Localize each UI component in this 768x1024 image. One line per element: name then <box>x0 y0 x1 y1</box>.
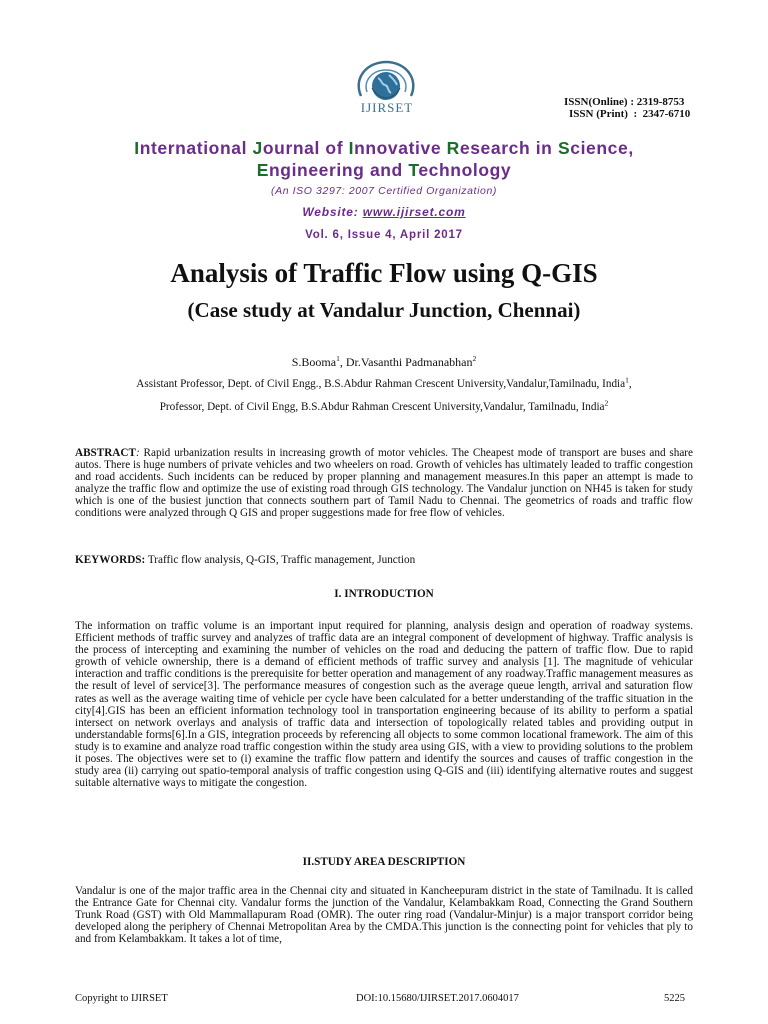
abstract <box>75 447 693 520</box>
affiliation-2-sup: 2 <box>604 398 609 408</box>
certification-note: (An ISO 3297: 2007 Certified Organization) <box>271 185 497 197</box>
issn-print: ISSN (Print) : 2347-6710 <box>569 108 691 120</box>
volume-issue: Vol. 6, Issue 4, April 2017 <box>305 229 463 241</box>
journal-name <box>75 137 693 181</box>
affiliation-1 <box>60 375 708 390</box>
website-link[interactable]: www.ijirset.com <box>362 205 466 219</box>
author-2: Dr.Vasanthi Padmanabhan <box>345 355 473 369</box>
introduction-paragraph: The information on traffic volume is an important input required for planning, analysis design and operation of roadway systems. Efficient methods of traffic survey and analyzes of traffic data are an integral component of development of highway. Traffic analysis is the process of intercepting and examining the number of vehicles on the road and deducing the pattern of traffic flow. Due to rapid growth of vehicle ownership, there is a demand of efficient methods of traffic survey and analysis [1]. The magnitude of vehicular interaction and traffic conditions is the prerequisite for better operation and management of any roadway.Traffic management measures as the result of level of service[3]. The performance measures of congestion such as the average queue length, arrival and saturation flow rates as well as the average waiting time of vehicle per cycle have been calculated for a better understanding of the traffic situation in the city[4].GIS has been an efficient information technology tool in transportation engineering because of its ability to perform a spatial intersect on network overlays and analysis of traffic data and intersection of topologically related tables and providing output in understandable forms[6].In a GIS, integration proceeds by referencing all objects to some common locational framework. The aim of this study is to examine and analyze road traffic congestion within the study area using GIS, with a view to providing solutions to the problem it poses. The objectives were set to (i) examine the traffic flow pattern and identify the sources and causes of traffic congestion in the study area (ii) carrying out spatio-temporal analysis of traffic congestion using Q-GIS and (iii) identifying alternative routes and suggest suitable alternative ways to mitigate the congestion. <box>75 620 693 790</box>
website-line <box>75 205 693 219</box>
section-heading-introduction: I. INTRODUCTION <box>334 588 434 600</box>
section-heading-study-area: II.STUDY AREA DESCRIPTION <box>302 856 466 868</box>
journal-word: Innovative <box>348 138 442 158</box>
keywords <box>75 554 693 566</box>
journal-word: Journal <box>252 138 320 158</box>
issn-online: ISSN(Online) : 2319-8753 <box>564 96 685 108</box>
journal-name-line1 <box>75 137 693 159</box>
paper-subtitle: (Case study at Vandalur Junction, Chennai) <box>187 298 581 322</box>
author-2-sup: 2 <box>472 354 477 363</box>
abstract-text: Rapid urbanization results in increasing growth of motor vehicles. The Cheapest mode of transport are buses and share autos. There is huge numbers of private vehicles and two wheelers on road. Growth of vehicles has ultimately leaded to traffic congestion and road accidents. Such incidents can be reduced by proper planning and management measures.In this paper an attempt is made to analyze the traffic flow and optimize the use of existing road through GIS technology. The Vandalur junction on NH45 is taken for study which is one of the busiest junction that connects southern part of Tamil Nadu to Chennai. The geometrics of roads and traffic flow conditions were analyzed through Q GIS and proper suggestions made for free flow of vehicles. <box>75 447 693 520</box>
affiliation-2 <box>60 398 708 413</box>
author-line <box>60 355 708 370</box>
journal-word: of <box>325 138 344 158</box>
journal-word: in <box>535 138 553 158</box>
journal-word: Technology <box>408 160 512 180</box>
study-area-paragraph: Vandalur is one of the major traffic area in the Chennai city and situated in Kancheepuram district in the state of Tamilnadu. It is called the Entrance Gate for Chennai city. Vandalur forms the junction of the Vandalur, Kelambakkam Road, Connecting the Grand Southern Trunk Road (GST) with Old Mammallapuram Road (OMR). The outer ring road (Vandalur-Minjur) is a major transport corridor being developed along the periphery of Chennai Metropolitan Area by the CMDA.This junction is the connecting point for vehicles that ply to and from Kelambakkam. It takes a lot of time, <box>75 885 693 946</box>
paper-title: Analysis of Traffic Flow using Q-GIS <box>170 258 598 288</box>
journal-word: Engineering <box>256 160 365 180</box>
keywords-label: KEYWORDS: <box>75 554 146 566</box>
affiliation-1-text: Assistant Professor, Dept. of Civil Engg., B.S.Abdur Rahman Crescent University,Vandalur,Tamilnadu, India <box>136 378 626 390</box>
footer-copyright: Copyright to IJIRSET <box>75 993 168 1004</box>
abstract-label: ABSTRACT <box>75 447 136 459</box>
author-separator: , <box>339 355 346 369</box>
journal-word: International <box>134 138 248 158</box>
abstract-colon: : <box>135 447 140 459</box>
author-1: S.Booma <box>291 355 337 369</box>
footer-page-number: 5225 <box>664 993 685 1004</box>
logo-text: IJIRSET <box>360 100 414 115</box>
affiliation-1-sup: 1 <box>625 375 629 385</box>
journal-word: Science, <box>557 138 634 158</box>
journal-word: Research <box>446 138 531 158</box>
issn-block <box>560 96 690 120</box>
author-1-sup: 1 <box>336 354 340 363</box>
keywords-text: Traffic flow analysis, Q-GIS, Traffic management, Junction <box>145 554 416 566</box>
journal-name-line2 <box>75 159 693 181</box>
website-label: Website: <box>302 205 359 219</box>
affiliation-1-end: , <box>628 378 632 390</box>
affiliation-2-text: Professor, Dept. of Civil Engg, B.S.Abdur Rahman Crescent University,Vandalur, Tamilnadu, India <box>159 401 605 413</box>
journal-word: and <box>369 160 403 180</box>
footer-doi: DOI:10.15680/IJIRSET.2017.0604017 <box>356 993 519 1004</box>
